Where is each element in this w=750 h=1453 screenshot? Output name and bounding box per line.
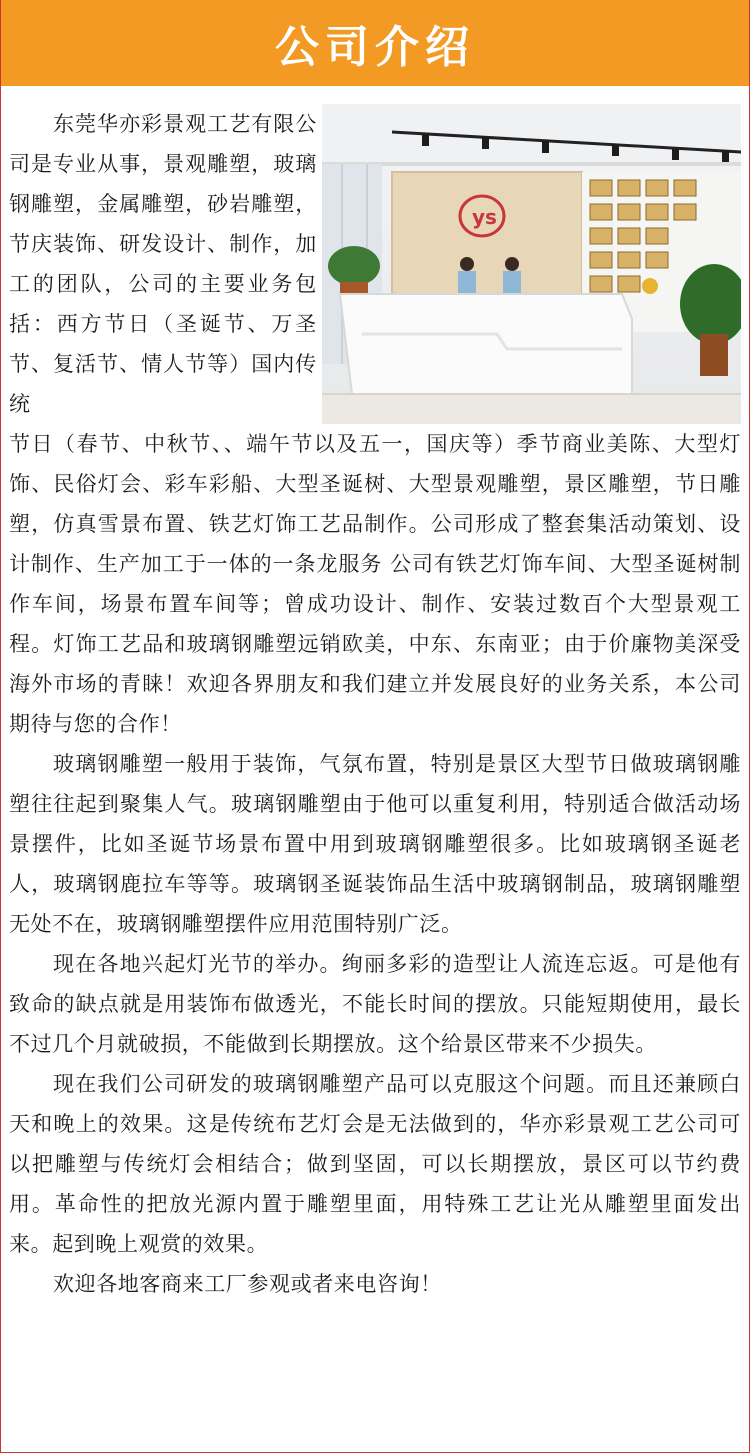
- paragraph-frp-uses: 玻璃钢雕塑一般用于装饰，气氛布置，特别是景区大型节日做玻璃钢雕塑往往起到聚集人气。玻璃钢雕塑由于他可以重复利用，特别适合做活动场景摆件，比如圣诞节场景布置中用到玻璃钢雕塑很多。比如玻璃钢圣诞老人，玻璃钢鹿拉车等等。玻璃钢圣诞装饰品生活中玻璃钢制品，玻璃钢雕塑无处不在，玻璃钢雕塑摆件应用范围特别广泛。: [9, 752, 741, 936]
- reception-illustration: [322, 104, 741, 424]
- intro-paragraph-continued: 节日（春节、中秋节、、端午节以及五一，国庆等）季节商业美陈、大型灯饰、民俗灯会、彩车彩船、大型圣诞树、大型景观雕塑，景区雕塑，节日雕塑，仿真雪景布置、铁艺灯饰工艺品制作。公司形成了整套集活动策划、设计制作、生产加工于一体的一条龙服务 公司有铁艺灯饰车间、大型圣诞树制作车间，场景布置车间等；曾成功设计、制作、安装过数百个大型景观工程。灯饰工艺品和玻璃钢雕塑远销欧美，中东、东南亚；由于价廉物美深受海外市场的青睐！欢迎各界朋友和我们建立并发展良好的业务关系，本公司期待与您的合作！: [9, 432, 741, 736]
- content: [1, 86, 749, 1304]
- page-title: 公司介绍: [275, 22, 475, 73]
- svg-text:ys: ys: [471, 205, 497, 229]
- intro-text-column: [9, 104, 317, 424]
- intro-paragraph: 东莞华亦彩景观工艺有限公司是专业从事，景观雕塑，玻璃钢雕塑，金属雕塑，砂岩雕塑，节庆装饰、研发设计、制作，加工的团队，公司的主要业务包括：西方节日（圣诞节、万圣节、复活节、情人节等）国内传统: [9, 112, 317, 416]
- paragraph-light-festival: 现在各地兴起灯光节的举办。绚丽多彩的造型让人流连忘返。可是他有致命的缺点就是用装饰布做透光，不能长时间的摆放。只能短期使用，最长不过几个月就破损，不能做到长期摆放。这个给景区带来不少损失。: [9, 952, 741, 1056]
- intro-section: [9, 104, 741, 424]
- paragraph-welcome: 欢迎各地客商来工厂参观或者来电咨询！: [53, 1272, 442, 1296]
- paragraph-new-product: 现在我们公司研发的玻璃钢雕塑产品可以克服这个问题。而且还兼顾白天和晚上的效果。这是传统布艺灯会是无法做到的，华亦彩景观工艺公司可以把雕塑与传统灯会相结合；做到坚固，可以长期摆放，景区可以节约费用。革命性的把放光源内置于雕塑里面，用特殊工艺让光从雕塑里面发出来。起到晚上观赏的效果。: [9, 1072, 741, 1256]
- header-banner: [1, 0, 749, 86]
- reception-photo: [322, 104, 741, 424]
